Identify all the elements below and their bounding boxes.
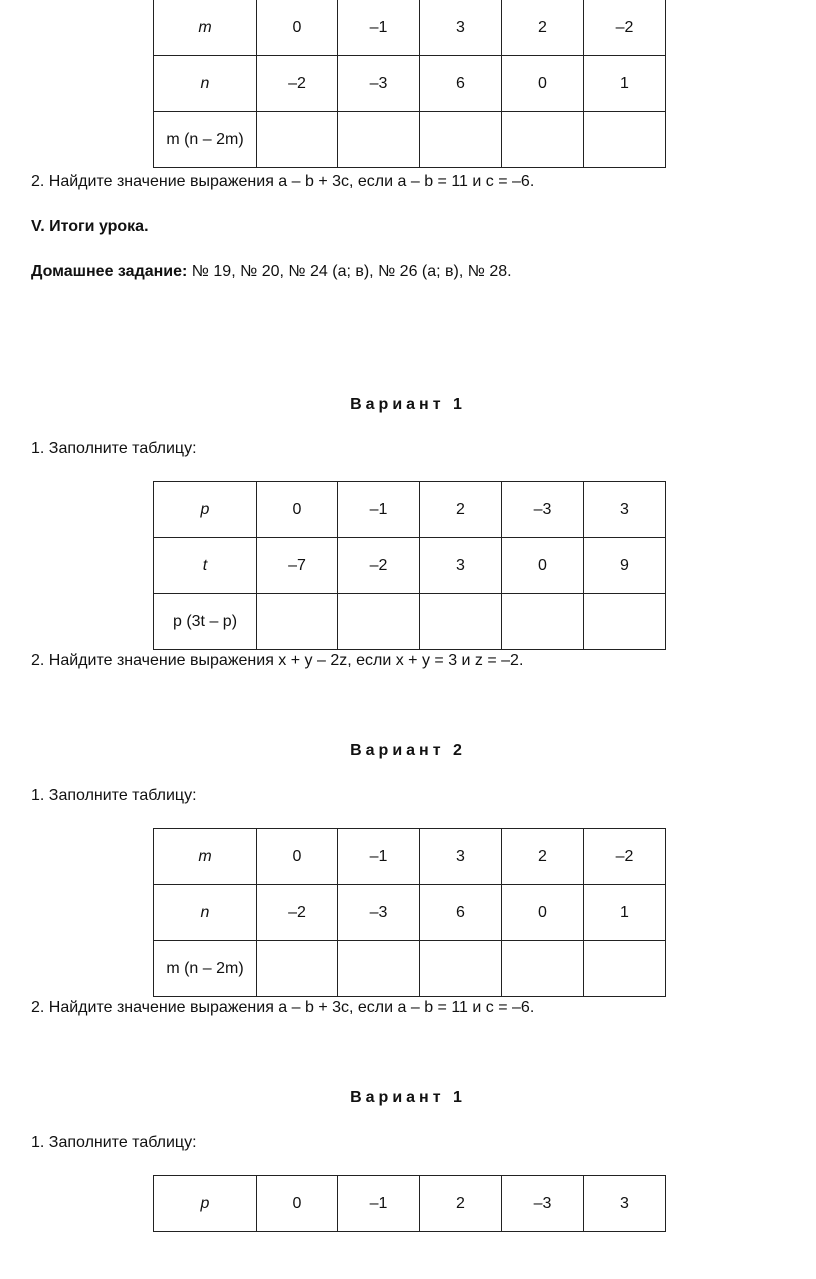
table-cell: –2 — [338, 538, 420, 594]
table-cell — [338, 112, 420, 168]
table-cell: 2 — [502, 0, 584, 56]
table-cell: –2 — [584, 0, 666, 56]
table-cell: n — [154, 56, 257, 112]
table-cell: –3 — [338, 56, 420, 112]
task-2-text: 2. Найдите значение выражения a – b + 3c, если a – b = 11 и c = –6. — [31, 173, 535, 190]
homework-line — [31, 263, 512, 281]
table-cell: m — [154, 829, 257, 885]
table-cell: –3 — [338, 885, 420, 941]
variant-1-heading: Вариант 1 — [350, 396, 466, 413]
table-row — [154, 538, 666, 594]
table-variant-2 — [153, 828, 666, 997]
table-cell — [502, 594, 584, 650]
table-cell: 6 — [420, 885, 502, 941]
table-cell — [338, 594, 420, 650]
homework-label: Домашнее задание: — [31, 263, 188, 280]
table-cell — [420, 941, 502, 997]
table-cell: –2 — [584, 829, 666, 885]
table-cell: t — [154, 538, 257, 594]
table-cell: 0 — [257, 482, 338, 538]
table-cell: 0 — [257, 0, 338, 56]
table-cell: –1 — [338, 482, 420, 538]
table-top — [153, 0, 666, 168]
table-cell: n — [154, 885, 257, 941]
table-cell: 0 — [502, 56, 584, 112]
table-cell: 0 — [502, 885, 584, 941]
fill-table-instruction: 1. Заполните таблицу: — [31, 787, 197, 804]
table-cell: 1 — [584, 56, 666, 112]
table-row — [154, 1176, 666, 1232]
table-cell: 9 — [584, 538, 666, 594]
table-cell: m — [154, 0, 257, 56]
table-cell — [420, 594, 502, 650]
table-cell: –1 — [338, 829, 420, 885]
variant-2-heading: Вариант 2 — [350, 742, 466, 759]
table-cell: 3 — [420, 538, 502, 594]
table-cell: –2 — [257, 885, 338, 941]
table-cell: 2 — [420, 482, 502, 538]
table-cell: p (3t – p) — [154, 594, 257, 650]
table-cell: –7 — [257, 538, 338, 594]
table-variant-1 — [153, 481, 666, 650]
table-cell: 6 — [420, 56, 502, 112]
table-cell — [502, 941, 584, 997]
table-cell: 2 — [420, 1176, 502, 1232]
table-cell — [584, 594, 666, 650]
table-cell: 3 — [420, 829, 502, 885]
table-cell: p — [154, 482, 257, 538]
table-cell — [257, 941, 338, 997]
table-cell — [502, 112, 584, 168]
table-cell: –1 — [338, 0, 420, 56]
table-row — [154, 594, 666, 650]
table-cell: 3 — [420, 0, 502, 56]
table-cell: –2 — [257, 56, 338, 112]
table-cell: –3 — [502, 482, 584, 538]
table-cell — [338, 941, 420, 997]
table-cell: 0 — [257, 1176, 338, 1232]
homework-text: № 19, № 20, № 24 (а; в), № 26 (а; в), № 28. — [187, 263, 512, 280]
table-cell: 0 — [502, 538, 584, 594]
table-cell: 0 — [257, 829, 338, 885]
fill-table-instruction: 1. Заполните таблицу: — [31, 1134, 197, 1151]
table-cell: m (n – 2m) — [154, 112, 257, 168]
task-2-text: 2. Найдите значение выражения a – b + 3c, если a – b = 11 и c = –6. — [31, 999, 535, 1016]
table-cell — [257, 594, 338, 650]
table-cell: 2 — [502, 829, 584, 885]
table-row — [154, 885, 666, 941]
table-row — [154, 941, 666, 997]
table-cell — [420, 112, 502, 168]
table-variant-1b — [153, 1175, 666, 1232]
task-2-text: 2. Найдите значение выражения x + y – 2z, если x + y = 3 и z = –2. — [31, 652, 524, 669]
table-row — [154, 56, 666, 112]
variant-1b-heading: Вариант 1 — [350, 1089, 466, 1106]
fill-table-instruction: 1. Заполните таблицу: — [31, 440, 197, 457]
table-cell: 3 — [584, 1176, 666, 1232]
table-cell — [257, 112, 338, 168]
table-cell: 3 — [584, 482, 666, 538]
table-row — [154, 482, 666, 538]
table-cell: –1 — [338, 1176, 420, 1232]
table-cell: 1 — [584, 885, 666, 941]
table-cell: –3 — [502, 1176, 584, 1232]
table-cell — [584, 941, 666, 997]
table-row — [154, 112, 666, 168]
table-cell — [584, 112, 666, 168]
lesson-summary-heading: V. Итоги урока. — [31, 218, 149, 235]
table-cell: p — [154, 1176, 257, 1232]
table-row — [154, 0, 666, 56]
table-cell: m (n – 2m) — [154, 941, 257, 997]
table-row — [154, 829, 666, 885]
